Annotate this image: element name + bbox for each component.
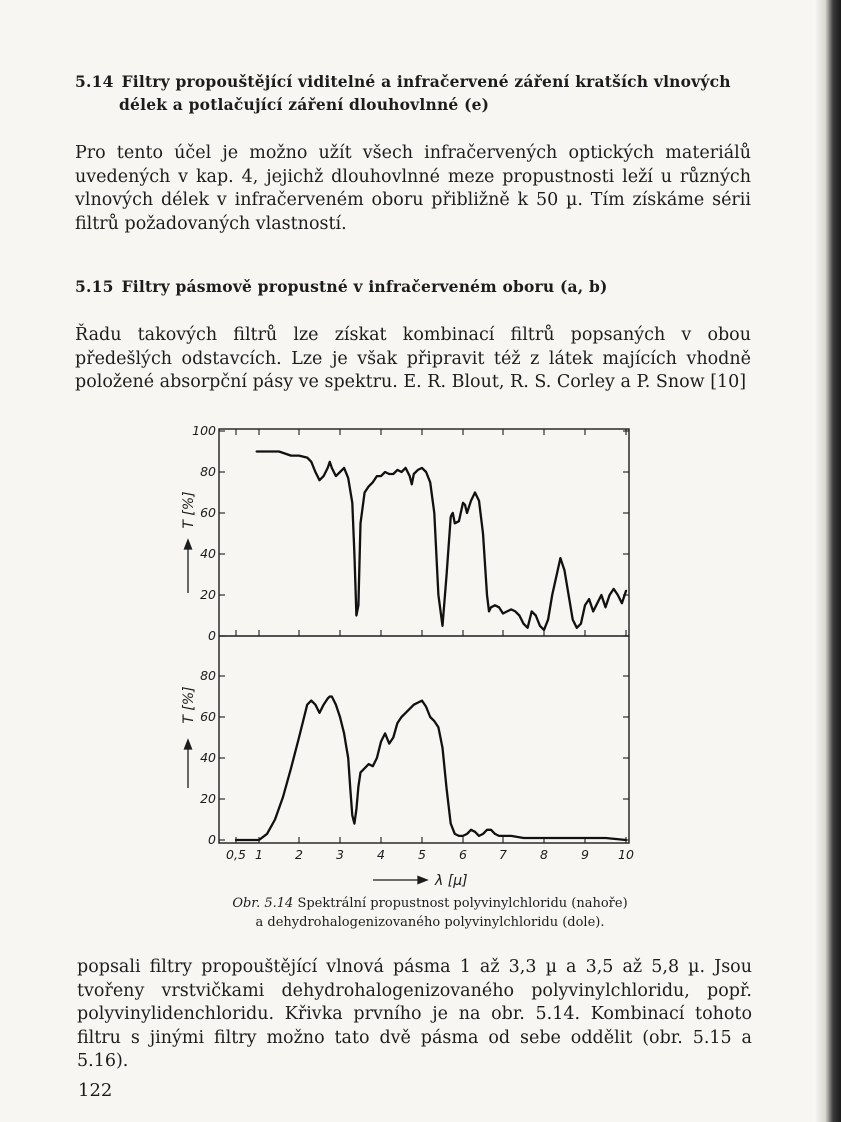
series-line-polyvinylchlorid xyxy=(257,452,626,630)
top-ytick-label: 20 xyxy=(200,587,216,602)
section-5-15-title: Filtry pásmově propustné v infračerveném oboru (a, b) xyxy=(121,277,608,296)
section-5-14-paragraph: Pro tento účel je možno užít všech infračervených optických materiálů uvedených v kap. 4, jejichž dlouhovlnné meze propustnosti leží u různých vlnových délek v infračerveném oboru přibližně k 50 µ. Tím získáme sérii filtrů požadovaných vlastností. xyxy=(75,143,751,234)
top-ylabel-arrow-head xyxy=(185,540,192,549)
top-ytick-label: 80 xyxy=(200,464,216,479)
bottom-ylabel-arrow-head xyxy=(185,740,192,749)
bottom-ytick-label: 20 xyxy=(200,791,216,806)
bottom-ytick-label: 60 xyxy=(200,709,216,724)
xlabel-arrow-head xyxy=(418,877,427,884)
bottom-ytick-label: 80 xyxy=(200,668,216,683)
xtick-label: 4 xyxy=(377,847,385,862)
xtick-label: 9 xyxy=(581,847,589,862)
bottom-ytick-label: 0 xyxy=(208,832,216,847)
section-5-14-number: 5.14 xyxy=(75,72,114,91)
section-5-15-number: 5.15 xyxy=(75,277,114,296)
xtick-label: 6 xyxy=(459,847,467,862)
section-5-14-title-line1: Filtry propouštějící viditelné a infračervené záření kratších vlnových xyxy=(121,72,731,91)
top-ytick-label: 100 xyxy=(192,423,216,438)
top-ytick-label: 60 xyxy=(200,505,216,520)
figure-caption-line2: a dehydrohalogenizovaného polyvinylchloridu (dole). xyxy=(255,915,605,930)
section-5-15-paragraph: Řadu takových filtrů lze získat kombinací filtrů popsaných v obou předešlých odstavcích. Lze je však připravit též z látek majících vhodně položené absorpční pásy ve spektru. E. R. Blout, R. S. Corley a P. Snow [10] xyxy=(75,325,751,392)
figure-caption xyxy=(140,894,720,932)
page-number: 122 xyxy=(78,1080,113,1101)
top-ytick-label: 0 xyxy=(208,628,216,643)
bottom-ylabel: T [%] xyxy=(181,686,197,724)
bottom-ytick-label: 40 xyxy=(200,750,216,765)
section-5-14-title-line2: délek a potlačující záření dlouhovlnné (e) xyxy=(119,95,490,114)
xlabel: λ [µ] xyxy=(435,873,468,889)
top-ylabel: T [%] xyxy=(181,491,197,529)
continuation-paragraph: popsali filtry propouštějící vlnová pásma 1 až 3,3 µ a 3,5 až 5,8 µ. Jsou tvořeny vrstvičkami dehydrohalogenizovaného polyvinylchloridu, popř. polyvinylidenchloridu. Křivka prvního je na obr. 5.14. Kombinací tohoto filtru s jinými filtry možno tato dvě pásma od sebe oddělit (obr. 5.15 a 5.16). xyxy=(77,957,752,1071)
xtick-label: 2 xyxy=(295,847,303,862)
top-ytick-label: 40 xyxy=(200,546,216,561)
xtick-label: 0,5 xyxy=(226,847,246,862)
xtick-label: 8 xyxy=(540,847,548,862)
xtick-label: 10 xyxy=(618,847,634,862)
xtick-label: 5 xyxy=(418,847,426,862)
series-line-dehydrohalogenized-pvc xyxy=(236,697,626,841)
xtick-label: 3 xyxy=(336,847,344,862)
xtick-label: 1 xyxy=(255,847,263,862)
figure-caption-label: Obr. 5.14 xyxy=(232,896,294,911)
xtick-label: 7 xyxy=(499,847,507,862)
figure-caption-line1: Spektrální propustnost polyvinylchloridu (nahoře) xyxy=(297,896,628,911)
